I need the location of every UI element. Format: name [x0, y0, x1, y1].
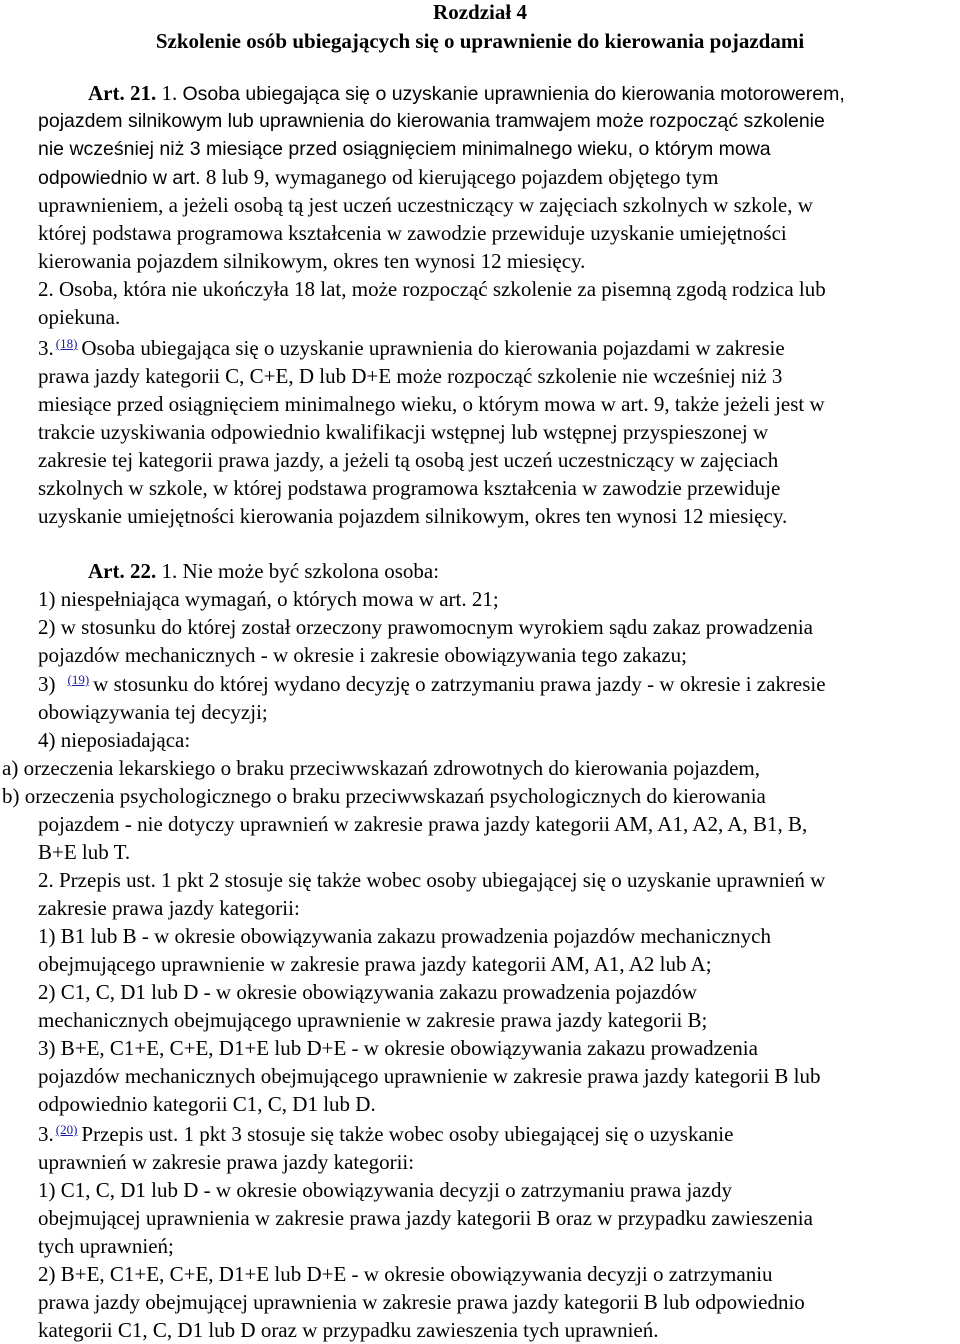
art21-para3-line4: trakcie uzyskiwania odpowiednio kwalifikacji wstępnej lub wstępnej przyspieszonej w: [38, 420, 769, 444]
art21-para1-line2: pojazdem silnikowym lub uprawnienia do kierowania tramwajem może rozpocząć szkolenie: [38, 110, 825, 132]
art21-heading: Art. 21.: [88, 81, 157, 105]
footnote-link-18[interactable]: (18): [55, 336, 78, 351]
art21-para3-line3: miesiące przed osiągnięciem minimalnego wieku, o którym mowa w art. 9, także jeżeli jest w: [38, 392, 825, 416]
art22-para2-line1: 2. Przepis ust. 1 pkt 2 stosuje się także wobec osoby ubiegającej się o uzyskanie uprawnień w: [38, 868, 826, 892]
art21-para3-line5: zakresie tej kategorii prawa jazdy, a jeżeli tą osobą jest uczeń uczestniczący w zajęciach: [38, 448, 779, 472]
art21-para1-line3: nie wcześniej niż 3 miesiące przed osiągnięciem minimalnego wieku, o którym mowa: [38, 138, 771, 160]
art22-para3-line1: 3. $^{(20)}$ Przepis ust. 1 pkt 3 stosuje się także wobec osoby ubiegającej się o uzyskanie: [38, 1122, 734, 1146]
chapter-title: Rozdział 4: [433, 0, 527, 24]
art22-para3-item2-line2: prawa jazdy obejmującej uprawnienia w zakresie prawa jazdy kategorii B lub odpowiednio: [38, 1290, 805, 1314]
art22-item1: 1) niespełniająca wymagań, o których mowa w art. 21;: [38, 587, 499, 611]
art22-para3-item2-line3: kategorii C1, C, D1 lub D oraz w przypadku zawieszenia tych uprawnień.: [38, 1318, 659, 1342]
art22-para2-item1-line2: obejmującego uprawnienie w zakresie prawa jazdy kategorii AM, A1, A2 lub A;: [38, 952, 712, 976]
art21-para2-line2: opiekuna.: [38, 305, 121, 329]
art21-para3-line7: uzyskanie umiejętności kierowania pojazdem silnikowym, okres ten wynosi 12 miesięcy.: [38, 504, 788, 528]
art22-item2-line2: pojazdów mechanicznych - w okresie i zakresie obowiązywania tego zakazu;: [38, 643, 687, 667]
art22-para2-item3-line2: pojazdów mechanicznych obejmującego uprawnienie w zakresie prawa jazdy kategorii B lub: [38, 1064, 821, 1088]
art22-para2-item2-line2: mechanicznych obejmującego uprawnienie w zakresie prawa jazdy kategorii B;: [38, 1008, 708, 1032]
art22-item2-line1: 2) w stosunku do której został orzeczony prawomocnym wyrokiem sądu zakaz prowadzenia: [38, 615, 814, 639]
chapter-subtitle: Szkolenie osób ubiegających się o uprawnienie do kierowania pojazdami: [155, 29, 805, 53]
art22-para3-item1-line1: 1) C1, C, D1 lub D - w okresie obowiązywania decyzji o zatrzymaniu prawa jazdy: [38, 1178, 732, 1202]
art22-item4: 4) nieposiadająca:: [38, 728, 191, 752]
art22-para2-item1-line1: 1) B1 lub B - w okresie obowiązywania zakazu prowadzenia pojazdów mechanicznych: [38, 924, 771, 948]
art22-para2-item3-line1: 3) B+E, C1+E, C+E, D1+E lub D+E - w okresie obowiązywania zakazu prowadzenia: [38, 1036, 758, 1060]
art21-para1-line7: kierowania pojazdem silnikowym, okres ten wynosi 12 miesięcy.: [38, 249, 586, 273]
footnote-link-20[interactable]: (20): [55, 1122, 78, 1137]
art22-item4b-line2: pojazdem - nie dotyczy uprawnień w zakresie prawa jazdy kategorii AM, A1, A2, A, B1, B,: [38, 812, 808, 836]
art21-para1-line1: Art. 21. 1. Osoba ubiegająca się o uzyskanie uprawnienia do kierowania motorowerem,: [88, 81, 845, 105]
art22-item4a: a) orzeczenia lekarskiego o braku przeciwwskazań zdrowotnych do kierowania pojazdem,: [2, 756, 760, 780]
art22-para1-intro: Art. 22. 1. Nie może być szkolona osoba:: [88, 559, 440, 583]
art22-item4b-line1: b) orzeczenia psychologicznego o braku przeciwwskazań psychologicznych do kierowania: [2, 784, 766, 808]
art22-para3-line2: uprawnień w zakresie prawa jazdy kategorii:: [38, 1150, 415, 1174]
art21-para3-line6: szkolnych w szkole, w której podstawa programowa kształcenia w zawodzie przewiduje: [38, 476, 781, 500]
art22-para3-item2-line1: 2) B+E, C1+E, C+E, D1+E lub D+E - w okresie obowiązywania decyzji o zatrzymaniu: [38, 1262, 773, 1286]
art22-item3-line2: obowiązywania tej decyzji;: [38, 700, 268, 724]
art22-para2-item3-line3: odpowiednio kategorii C1, C, D1 lub D.: [38, 1092, 376, 1116]
art22-para2-item2-line1: 2) C1, C, D1 lub D - w okresie obowiązywania zakazu prowadzenia pojazdów: [38, 980, 697, 1004]
art21-para1-line5: uprawnieniem, a jeżeli osobą tą jest uczeń uczestniczący w zajęciach szkolnych w szkole, w: [38, 193, 813, 217]
art21-para2-line1: 2. Osoba, która nie ukończyła 18 lat, może rozpocząć szkolenie za pisemną zgodą rodzica lub: [38, 277, 826, 301]
art22-item4b-line3: B+E lub T.: [38, 840, 131, 864]
footnote-link-19[interactable]: (19): [67, 672, 90, 687]
art21-para1-number: 1.: [161, 81, 178, 105]
art21-para3-line2: prawa jazdy kategorii C, C+E, D lub D+E może rozpocząć szkolenie nie wcześniej niż 3: [38, 364, 783, 388]
art22-para3-item1-line3: tych uprawnień;: [38, 1234, 174, 1258]
art22-heading: Art. 22.: [88, 559, 157, 583]
art21-para3-line1: 3. $^{(18)}$ Osoba ubiegająca się o uzyskanie uprawnienia do kierowania pojazdami w zakresie: [38, 336, 785, 360]
art22-para3-item1-line2: obejmującej uprawnienia w zakresie prawa jazdy kategorii B oraz w przypadku zawieszenia: [38, 1206, 813, 1230]
art21-para1-line6: której podstawa programowa kształcenia w zawodzie przewiduje uzyskanie umiejętności: [38, 221, 787, 245]
art21-para1-line4: odpowiednio w art. 8 lub 9, wymaganego od kierującego pojazdem objętego tym: [38, 165, 719, 189]
art22-item3-line1: 3) $^{(19)}$ w stosunku do której wydano decyzję o zatrzymaniu prawa jazdy - w okresie i zakresie: [38, 672, 826, 696]
art22-para2-line2: zakresie prawa jazdy kategorii:: [38, 896, 300, 920]
